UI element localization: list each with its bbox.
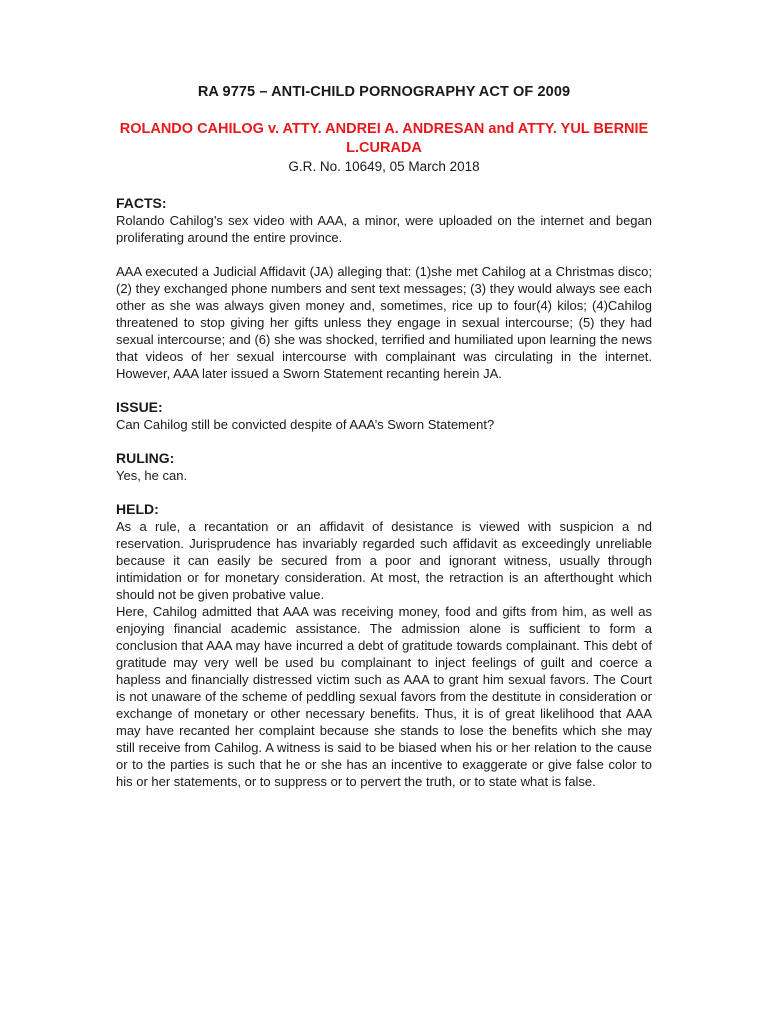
facts-heading: FACTS: (116, 195, 167, 211)
issue-text: Can Cahilog still be convicted despite of AAA’s Sworn Statement? (116, 417, 495, 432)
facts-paragraph-2: AAA executed a Judicial Affidavit (JA) alleging that: (1)she met Cahilog at a Christmas disco; (2) they exchanged phone numbers and sent text messages; (3) they would always see each other as she was always given money and, sometimes, rice up to four(4) kilos; (4)Cahilog threatened to stop giving her gifts unless they engage in sexual intercourse; (5) they had sexual intercourse; and (6) she was shocked, terrified and humiliated upon learning the news that videos of her sexual intercourse with complainant was circulating in the internet. However, AAA later issued a Sworn Statement recanting herein JA. (116, 264, 652, 381)
case-reference: G.R. No. 10649, 05 March 2018 (288, 159, 480, 174)
held-paragraph-2: Here, Cahilog admitted that AAA was receiving money, food and gifts from him, as well as enjoying financial academic assistance. The admission alone is sufficient to form a conclusion that AAA may have incurred a debt of gratitude towards complainant. This debt of gratitude may very well be used bu complainant to inject feelings of guilt and coerce a hapless and financially distressed victim such as AAA to grant him sexual favors. The Court is not unaware of the scheme of peddling sexual favors from the destitute in consideration or exchange of monetary or other necessary benefits. Thus, it is of great likelihood that AAA may have recanted her complaint because she stands to lose the benefits which she may still receive from Cahilog. A witness is said to be biased when his or her relation to the cause or to the parties is such that he or she has an incentive to exaggerate or give false color to his or her statements, or to suppress or to pervert the truth, or to state what is false. (116, 604, 652, 789)
ruling-text: Yes, he can. (116, 468, 188, 483)
case-name: ROLANDO CAHILOG v. ATTY. ANDREI A. ANDRESAN and ATTY. YUL BERNIE L.CURADA (119, 121, 649, 156)
facts-paragraph-1: Rolando Cahilog’s sex video with AAA, a minor, were uploaded on the internet and began proliferating around the entire province. (116, 213, 652, 245)
held-heading: HELD: (116, 501, 159, 517)
issue-heading: ISSUE: (116, 399, 163, 415)
ruling-heading: RULING: (116, 450, 175, 466)
document-page (116, 84, 652, 790)
document-title: RA 9775 – ANTI-CHILD PORNOGRAPHY ACT OF 2009 (197, 84, 571, 100)
held-paragraph-1: As a rule, a recantation or an affidavit of desistance is viewed with suspicion a nd reservation. Jurisprudence has invariably regarded such affidavit as exceedingly unreliable because it can easily be secured from a poor and ignorant witness, usually through intimidation or for monetary consideration. At most, the retraction is an afterthought which should not be given probative value. (116, 519, 652, 602)
